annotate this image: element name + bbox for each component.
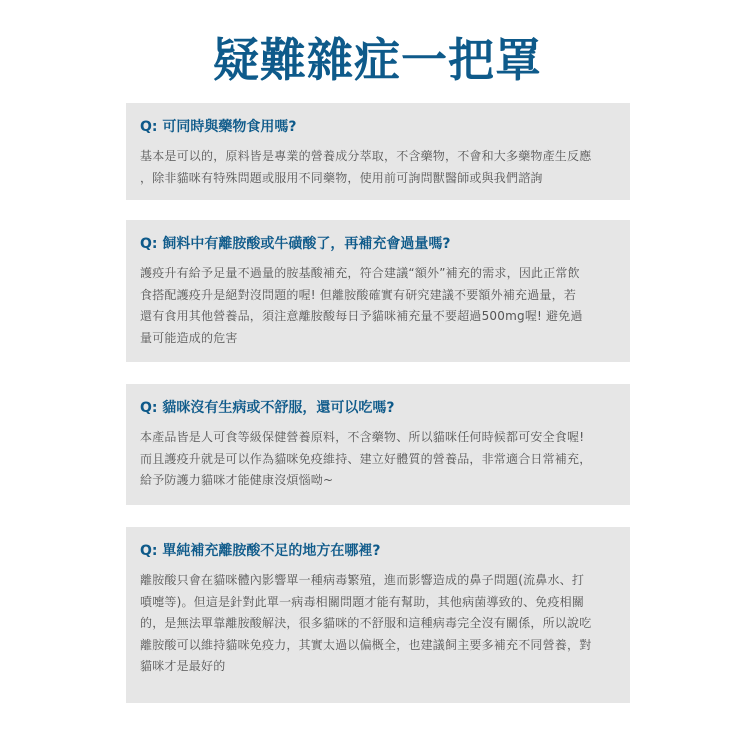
faq-answer [140, 570, 616, 678]
answer-line: 量可能造成的危害 [140, 330, 238, 345]
faq-answer [140, 146, 616, 189]
faq-card-3 [126, 384, 630, 505]
answer-line: 而且護疫升就是可以作為貓咪免疫維持、建立好體質的營養品，非常適合日常補充， [140, 451, 592, 466]
faq-answer [140, 427, 616, 492]
answer-line: 的，是無法單靠離胺酸解決，很多貓咪的不舒服和這種病毒完全沒有關係，所以說吃 [140, 616, 592, 630]
answer-line: 給予防護力貓咪才能健康沒煩惱呦~ [140, 473, 334, 487]
answer-line: 離胺酸只會在貓咪體內影響單一種病毒繁殖，進而影響造成的鼻子問題(流鼻水、打 [140, 573, 585, 587]
answer-line: 噴嚏等)。但這是針對此單一病毒相關問題才能有幫助，其他病菌導致的、免疫相關 [140, 594, 585, 609]
faq-card-2 [126, 220, 630, 362]
answer-line: 還有食用其他營養品，須注意離胺酸每日予貓咪補充量不要超過500mg喔! 避免過 [140, 309, 583, 323]
answer-line: ，除非貓咪有特殊問題或服用不同藥物，使用前可詢問獸醫師或與我們諮詢 [140, 170, 543, 185]
faq-question: Q: 單純補充離胺酸不足的地方在哪裡? [140, 543, 381, 559]
faq-question: Q: 飼料中有離胺酸或牛磺酸了，再補充會過量嗎? [140, 236, 451, 252]
answer-line: 基本是可以的，原料皆是專業的營養成分萃取，不含藥物，不會和大多藥物產生反應 [140, 149, 592, 163]
answer-line: 離胺酸可以維持貓咪免疫力，其實太過以偏概全，也建議飼主要多補充不同營養，對 [140, 637, 592, 652]
page-title: 疑難雜症一把罩 [213, 33, 542, 87]
faq-question: Q: 貓咪沒有生病或不舒服，還可以吃嗎? [140, 400, 395, 416]
faq-card-1 [126, 103, 630, 200]
faq-question: Q: 可同時與藥物食用嗎? [140, 119, 297, 135]
answer-line: 護疫升有給予足量不過量的胺基酸補充，符合建議“額外”補充的需求，因此正常飲 [140, 266, 580, 280]
answer-line: 貓咪才是最好的 [140, 659, 226, 673]
faq-card-4 [126, 527, 630, 703]
answer-line: 食搭配護疫升是絕對沒問題的喔! 但離胺酸確實有研究建議不要額外補充過量，若 [140, 287, 577, 302]
answer-line: 本產品皆是人可食等級保健營養原料，不含藥物、所以貓咪任何時候都可安全食喔! [140, 430, 585, 444]
faq-answer [140, 263, 616, 349]
